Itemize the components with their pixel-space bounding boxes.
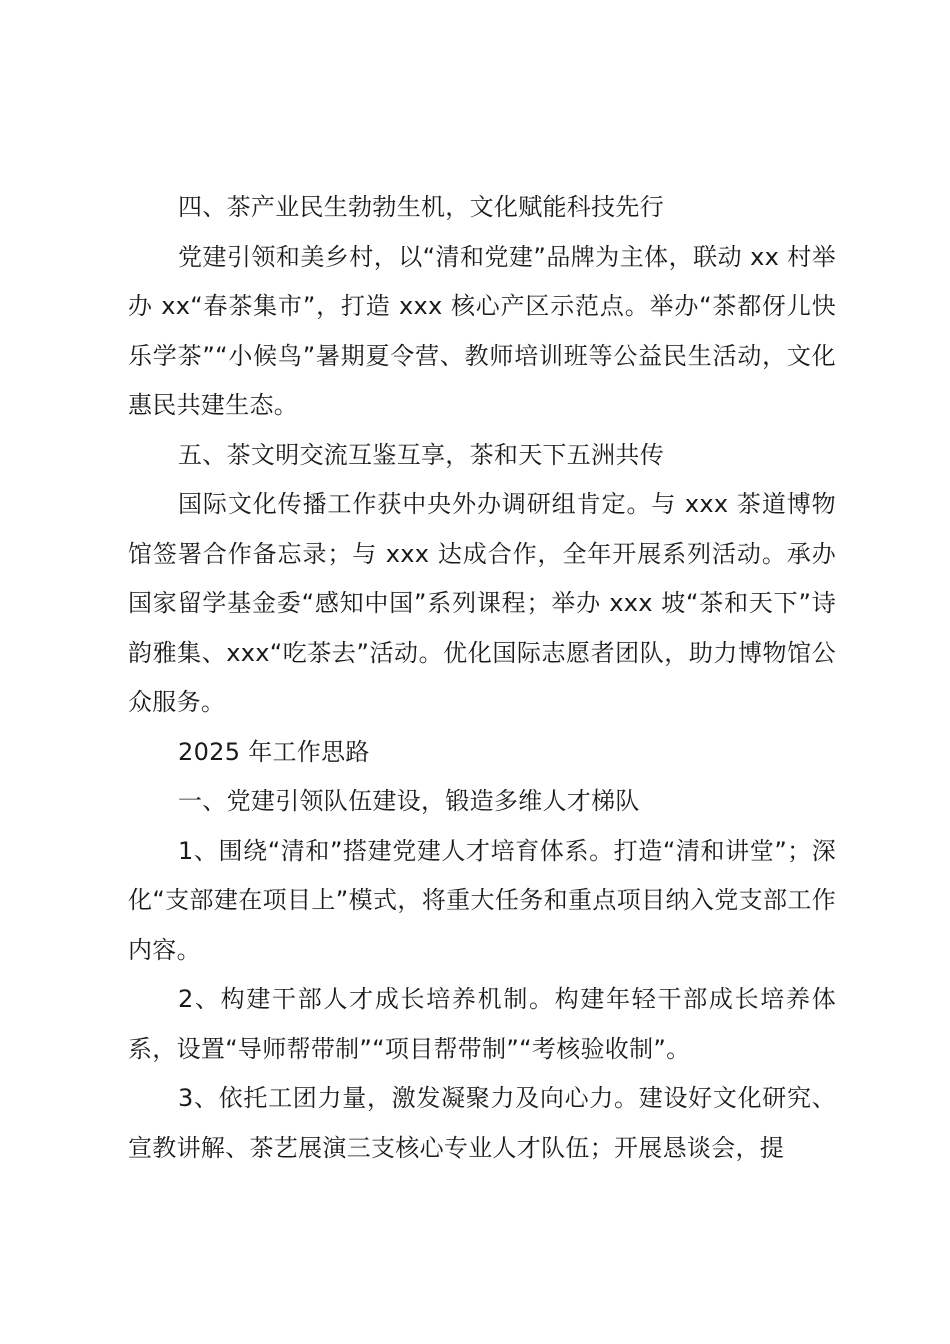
paragraph-rural-revitalization: 党建引领和美乡村，以“清和党建”品牌为主体，联动 xx 村举办 xx“春茶集市”，打造 xxx 核心产区示范点。举办“茶都伢儿快乐学茶”“小候鸟”暑期夏令营、教师培训班等公益民生活动，文化惠民共建生态。 — [128, 242, 836, 419]
section-heading-1: 一、党建引领队伍建设，锻造多维人才梯队 — [178, 787, 640, 815]
document-body — [128, 183, 836, 1173]
section-heading-2025-plan: 2025 年工作思路 — [178, 737, 370, 766]
paragraph-item-2: 2、构建干部人才成长培养机制。构建年轻干部成长培养体系，设置“导师帮带制”“项目帮带制”“考核验收制”。 — [128, 985, 836, 1063]
paragraph-international-exchange: 国际文化传播工作获中央外办调研组肯定。与 xxx 茶道博物馆签署合作备忘录；与 xxx 达成合作，全年开展系列活动。承办国家留学基金委“感知中国”系列课程；举办 xxx 坡“茶和天下”诗韵雅集、xxx“吃茶去”活动。优化国际志愿者团队，助力博物馆公众服务。 — [128, 490, 836, 716]
section-heading-4: 四、茶产业民生勃勃生机，文化赋能科技先行 — [178, 193, 664, 221]
paragraph-item-1: 1、围绕“清和”搭建党建人才培育体系。打造“清和讲堂”；深化“支部建在项目上”模式，将重大任务和重点项目纳入党支部工作内容。 — [128, 836, 836, 964]
paragraph-item-3: 3、依托工团力量，激发凝聚力及向心力。建设好文化研究、宣教讲解、茶艺展演三支核心专业人才队伍；开展恳谈会，提 — [128, 1084, 836, 1162]
section-heading-5: 五、茶文明交流互鉴互享，茶和天下五洲共传 — [178, 440, 664, 469]
